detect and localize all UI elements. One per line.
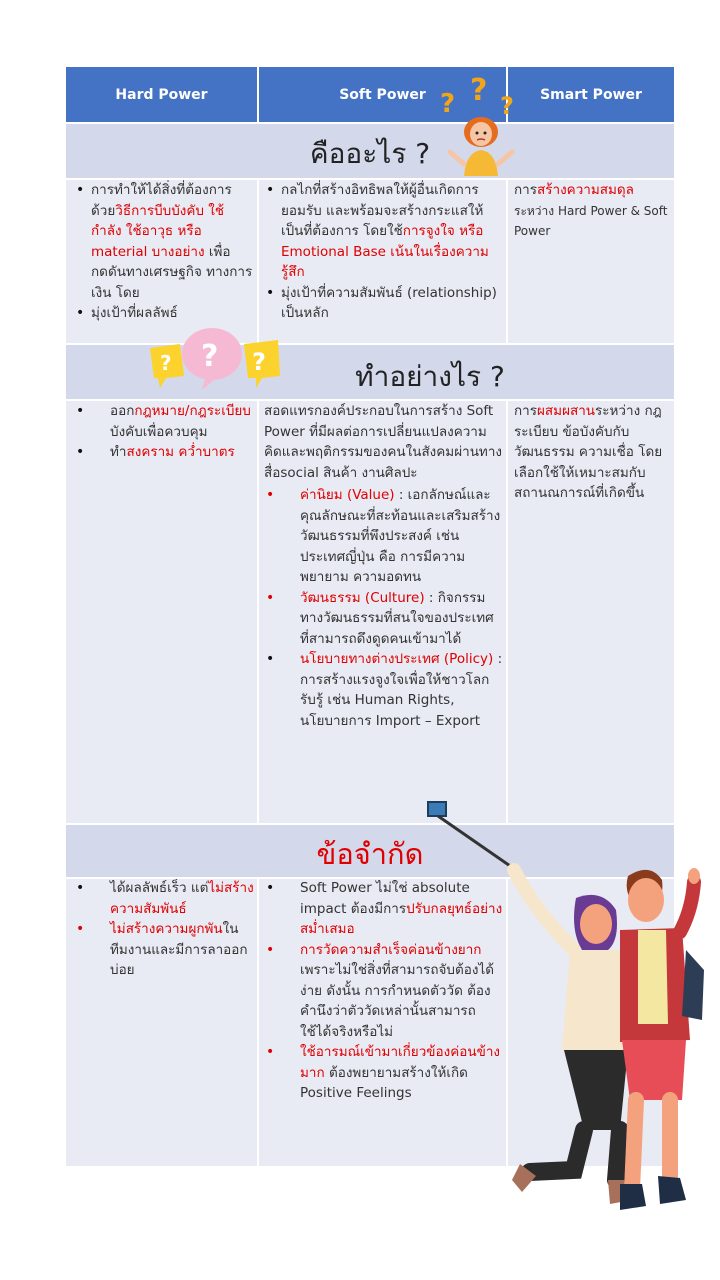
list-item: • ออกกฎหมาย/กฎระเบียบบังคับเพื่อควบคุม	[74, 401, 254, 442]
question-bubbles-icon	[146, 326, 282, 394]
how-hard-text	[74, 401, 254, 463]
list-item: • นโยบายทางต่างประเทศ (Policy) : การสร้างแรงจูงใจเพื่อให้ชาวโลกรับรู้ เช่น Human Rights, นโยบายการ Import – Export	[264, 649, 504, 731]
list-item: • Soft Power ไม่ใช่ absolute impact ต้องมีการปรับกลยุทธ์อย่างสม่ำเสมอ	[264, 878, 504, 940]
header-smart-power: Smart Power	[508, 67, 674, 122]
list-item: • ไม่สร้างความผูกพันในทีมงานและมีการลาออกบ่อย	[74, 919, 254, 981]
section-what	[66, 124, 674, 178]
svg-text:?: ?	[500, 92, 514, 120]
header-hard-power: Hard Power	[66, 67, 257, 122]
svg-text:?: ?	[160, 351, 172, 375]
svg-text:?: ?	[470, 73, 488, 108]
list-item: • การวัดความสำเร็จค่อนข้างยาก เพราะไม่ใช่สิ่งที่สามารถจับต้องได้ง่าย ดังนั้น การกำหนดตัววัด ต้องคำนึงว่าตัววัดเหล่านั้นสามารถใช้ได้จริงหรือไม่	[264, 940, 504, 1043]
svg-text:?: ?	[440, 89, 456, 119]
section-limits-title: ข้อจำกัด	[316, 837, 424, 871]
what-soft-text	[264, 180, 504, 324]
section-what-title: คืออะไร ?	[309, 137, 431, 170]
list-item: • กลไกที่สร้างอิทธิพลให้ผู้อื่นเกิดการยอมรับ และพร้อมจะสร้างกระแสให้เป็นที่ต้องการ โดยใช้การจูงใจ หรือ Emotional Base เน้นในเรื่องความรู้สึก	[264, 180, 504, 283]
list-item: • ค่านิยม (Value) : เอกลักษณ์และคุณลักษณะที่สะท้อนและเสริมสร้างวัฒนธรรมที่พึงประสงค์ เช่น ประเทศญี่ปุ่น คือ การมีความพยายาม ความอดทน	[264, 485, 504, 588]
how-soft-text: สอดแทรกองค์ประกอบในการสร้าง Soft Power ที่มีผลต่อการเปลี่ยนแปลงความคิดและพฤติกรรมของคนในสังคมผ่านทางสื่อsocial สินค้า งานศิลปะ • ค่านิยม (Value) : เอกลักษณ์และคุณลักษณะที่สะท้อนและเสริมสร้างวัฒนธรรมที่พึงประสงค์ เช่น ประเทศญี่ปุ่น คือ การมีความพยายาม ความอดทน • วัฒนธรรม (Culture) : กิจกรรมทางวัฒนธรรมที่สนใจของประเทศ ที่สามารถดึงดูดคนเข้ามาได้ • นโยบายทางต่างประเทศ (Policy) : การสร้างแรงจูงใจเพื่อให้ชาวโลกรับรู้ เช่น Human Rights, นโยบายการ Import – Export	[264, 401, 504, 731]
section-how-title: ทำอย่างไร ?	[355, 360, 505, 393]
what-hard-text	[74, 180, 254, 324]
list-item: • การทำให้ได้สิ่งที่ต้องการด้วยวิธีการบีบบังคับ ใช้กำลัง ใช้อาวุธ หรือ material บางอย่าง เพื่อกดดันทางเศรษฐกิจ ทางการเงิน โดย	[74, 180, 254, 303]
svg-text:?: ?	[201, 339, 219, 374]
list-item: • วัฒนธรรม (Culture) : กิจกรรมทางวัฒนธรรมที่สนใจของประเทศ ที่สามารถดึงดูดคนเข้ามาได้	[264, 588, 504, 650]
list-item: • มุ่งเป้าที่ผลลัพธ์	[74, 303, 254, 324]
selfie-couple-icon	[424, 800, 704, 1220]
list-item: • มุ่งเป้าที่ความสัมพันธ์ (relationship) เป็นหลัก	[264, 283, 504, 324]
how-hard-cell	[66, 401, 257, 823]
list-item: • ใช้อารมณ์เข้ามาเกี่ยวข้องค่อนข้างมาก ต้องพยายามสร้างให้เกิด Positive Feelings	[264, 1042, 504, 1104]
what-smart-text: การสร้างความสมดุลระหว่าง Hard Power & Soft Power	[514, 182, 668, 238]
svg-text:?: ?	[252, 348, 266, 376]
header-soft-power: Soft Power	[259, 67, 506, 122]
list-item: • ได้ผลลัพธ์เร็ว แต่ไม่สร้างความสัมพันธ์	[74, 878, 254, 919]
list-item: • ทำสงคราม คว่ำบาตร	[74, 442, 254, 463]
limits-hard-text	[74, 878, 254, 981]
how-smart-text: การผสมผสานระหว่าง กฎ ระเบียบ ข้อบังคับกับวัฒนธรรม ความเชื่อ โดยเลือกใช้ให้เหมาะสมกับสถานณการณ์ที่เกิดขึ้น	[514, 403, 663, 501]
confused-girl-icon	[436, 72, 526, 182]
